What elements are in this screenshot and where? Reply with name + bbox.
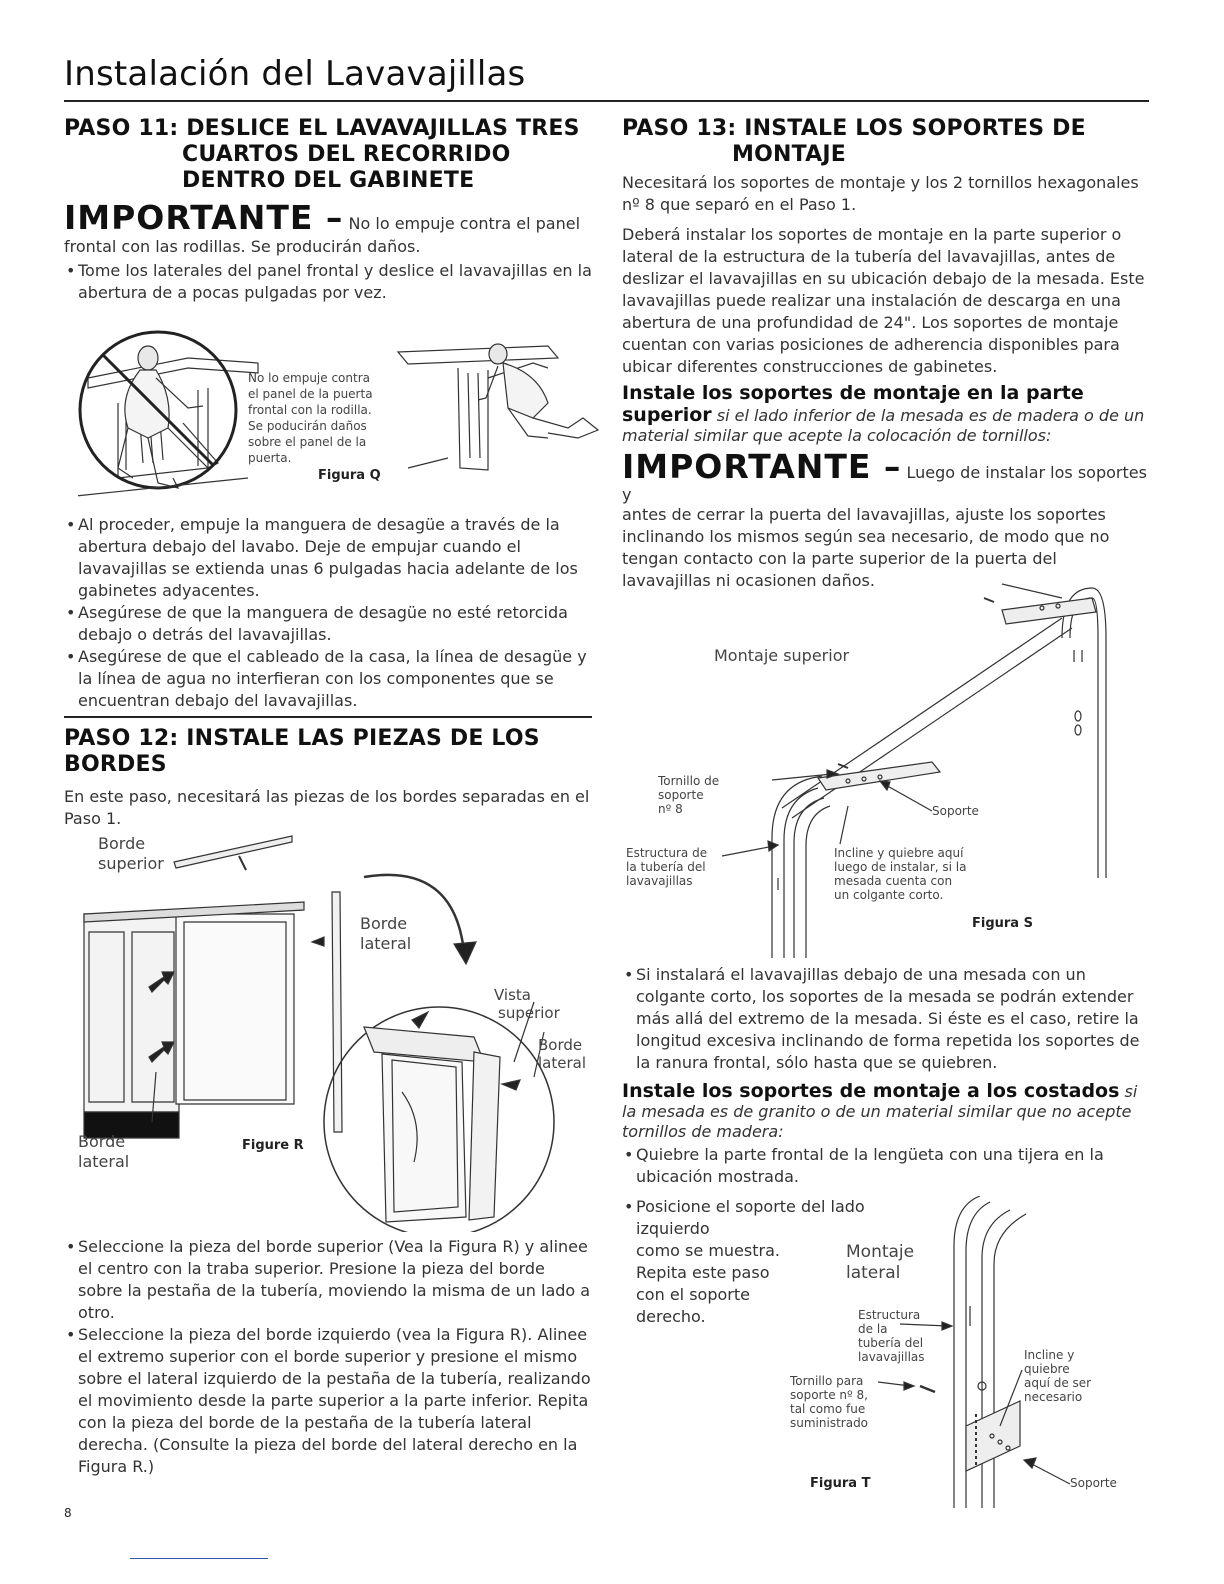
label-line: Tornillo para: [790, 1374, 864, 1388]
step13-important: [622, 449, 1150, 592]
list-item-line: Repita este paso: [636, 1263, 770, 1282]
important-label: IMPORTANTE –: [622, 447, 902, 486]
label-soporte: Soporte: [932, 804, 979, 818]
step13-heading-line1: PASO 13: INSTALE LOS SOPORTES DE: [622, 116, 1086, 141]
label-line: Borde: [538, 1036, 583, 1054]
step12-intro: En este paso, necesitará las piezas de los bordes separadas en el Paso 1.: [64, 787, 590, 828]
label-borde-lateral-bottom: [78, 1132, 129, 1172]
figure-q-note-line: el panel de la puerta: [248, 387, 373, 401]
footer-line: [130, 1558, 268, 1559]
label-line: Tornillo de: [658, 774, 720, 788]
list-item-line: como se muestra.: [636, 1241, 780, 1260]
label-line: de la: [858, 1322, 888, 1336]
label-line: lateral: [78, 1152, 130, 1171]
label-line: soporte: [658, 788, 704, 802]
sub1-note: si el lado inferior de la mesada es de madera o de un material similar que acepte la colocación de tornillos:: [622, 406, 1145, 445]
step12-list: [64, 1236, 592, 1478]
step13-sub2: [622, 1080, 1150, 1142]
label-line: lateral: [360, 934, 412, 953]
sub2-note-b: la mesada es de granito o de un material similar que no acepte tornillos de madera:: [622, 1102, 1132, 1141]
label-line: superior: [98, 854, 164, 873]
label-tornillo-t: [790, 1374, 868, 1430]
list-item: • Seleccione la pieza del borde izquierdo (vea la Figura R). Alinee el extremo superior con el borde superior y presione el mismo sobre el lateral izquierdo de la pestaña de la tubería, realizando el movimiento desde la parte superior a la parte inferior. Repita con la pieza del borde de la pestaña de la tubería lateral derecha. (Consulte la pieza del borde del lateral derecho en la Figura R.): [64, 1324, 592, 1478]
sub2-heading: Instale los soportes de montaje a los costados: [622, 1080, 1120, 1102]
label-tornillo: [658, 774, 719, 816]
figure-t-illustration: [770, 1196, 1154, 1508]
figure-q-note-line: No lo empuje contra: [248, 371, 370, 385]
important-text-cont: antes de cerrar la puerta del lavavajillas, ajuste los soportes inclinando los mismos según sea necesario, de modo que no tengan contacto con la parte superior de la puerta del lavavajillas ni ocasionen daños.: [622, 505, 1110, 590]
list-item: • Asegúrese de que el cableado de la casa, la línea de desagüe y la línea de agua no interfieran con los componentes que se encuentran debajo del lavavajillas.: [64, 646, 592, 712]
list-item: • Tome los laterales del panel frontal y deslice el lavavajillas en la abertura de a pocas pulgadas por vez.: [64, 260, 592, 304]
step11-list: [64, 260, 592, 304]
figure-r-caption: Figure R: [242, 1138, 304, 1153]
step13-para2: Deberá instalar los soportes de montaje en la parte superior o lateral de la estructura de la tubería del lavavajillas, antes de deslizar el lavavajillas en su ubicación debajo de la mesada. Este lavavajillas puede realizar una instalación de descarga en una abertura de una profundidad de 24". Los soportes de montaje cuentan con varias posiciones de adherencia disponibles para ubicar diferentes construcciones de gabinetes.: [622, 225, 1145, 376]
list-item: • Asegúrese de que la manguera de desagüe no esté retorcida debajo o detrás del lavavajillas.: [64, 602, 592, 646]
important-label: IMPORTANTE –: [64, 198, 344, 237]
label-line: lavavajillas: [858, 1350, 925, 1364]
label-line: Borde: [78, 1132, 126, 1151]
label-line: lavavajillas: [626, 874, 693, 888]
label-line: quiebre: [1024, 1362, 1070, 1376]
figure-s: [622, 578, 1152, 958]
list-item: • Si instalará el lavavajillas debajo de una mesada con un colgante corto, los soportes de la mesada se podrán extender más allá del extremo de la mesada. Si éste es el caso, retire la longitud excesiva inclinando de forma repetida los soportes de la ranura frontal, sólo hasta que se quiebren.: [622, 964, 1150, 1074]
label-line: un colgante corto.: [834, 888, 944, 902]
label-line: Montaje: [846, 1242, 915, 1262]
figure-q-note-line: Se poducirán daños: [248, 419, 367, 433]
list-item-text: Posicione el soporte del lado izquierdo: [636, 1197, 865, 1238]
left-column: [64, 116, 592, 304]
label-line: soporte nº 8,: [790, 1388, 868, 1402]
step13-para1: Necesitará los soportes de montaje y los 2 tornillos hexagonales nº 8 que separó en el Paso 1.: [622, 173, 1139, 214]
figure-t-caption: Figura T: [810, 1476, 871, 1491]
sub2-note-a: si: [1119, 1082, 1138, 1101]
label-borde-superior: [98, 834, 164, 874]
list-item: • Al proceder, empuje la manguera de desagüe a través de la abertura debajo del lavabo. Deje de empujar cuando el lavavajillas se extienda unas 6 pulgadas hacia adelante de los gabinetes adyacentes.: [64, 514, 592, 602]
figure-r: [64, 822, 594, 1232]
step13-heading: [622, 116, 1150, 168]
step11-heading: [64, 116, 592, 194]
label-line: luego de instalar, si la: [834, 860, 967, 874]
step12-section: [64, 726, 592, 830]
figure-q-note: [248, 370, 373, 466]
label-line: superior: [498, 1004, 560, 1022]
label-incline-t: [1024, 1348, 1091, 1404]
label-line: Vista: [494, 986, 531, 1004]
right-column: [622, 116, 1150, 592]
label-line: lateral: [538, 1054, 586, 1072]
figure-q: [78, 318, 618, 500]
step13-lower: [622, 964, 1150, 1188]
page-number: 8: [64, 1506, 72, 1520]
label-soporte-t: Soporte: [1070, 1476, 1117, 1490]
list-item: • Quiebre la parte frontal de la lengüeta con una tijera en la ubicación mostrada.: [622, 1144, 1150, 1188]
step11-heading-line3: DENTRO DEL GABINETE: [182, 168, 475, 193]
step11-heading-line1: PASO 11: DESLICE EL LAVAVAJILLAS TRES: [64, 116, 580, 141]
label-montaje-lateral: [846, 1242, 914, 1284]
label-line: necesario: [1024, 1390, 1083, 1404]
figure-q-note-line: sobre el panel de la: [248, 435, 367, 449]
label-line: tubería del: [858, 1336, 924, 1350]
label-line: Estructura: [858, 1308, 921, 1322]
step11-heading-line2: CUARTOS DEL RECORRIDO: [182, 142, 511, 167]
label-line: la tubería del: [626, 860, 706, 874]
step13-heading-line2: MONTAJE: [732, 142, 846, 167]
figure-r-illustration: [64, 822, 594, 1232]
figure-q-note-line: puerta.: [248, 451, 292, 465]
step11-list-2: [64, 514, 592, 712]
label-line: tal como fue: [790, 1402, 866, 1416]
important-text: Luego de instalar los soportes y: [622, 463, 1147, 504]
important-text: No lo empuje contra el panel: [343, 214, 581, 233]
label-line: Borde: [98, 834, 146, 853]
label-estructura: [626, 846, 707, 888]
label-line: aquí de ser: [1024, 1376, 1092, 1390]
sub1-heading: Instale los soportes de montaje en la parte superior: [622, 382, 1084, 426]
label-estructura-t: [858, 1308, 925, 1364]
list-item-line: derecho.: [636, 1307, 706, 1326]
label-line: Estructura de: [626, 846, 708, 860]
step11-important: [64, 200, 592, 258]
label-line: suministrado: [790, 1416, 869, 1430]
step13-sub1: [622, 382, 1150, 445]
label-incline: [834, 846, 967, 902]
list-item-line: con el soporte: [636, 1285, 750, 1304]
list-item: • Seleccione la pieza del borde superior (Vea la Figura R) y alinee el centro con la traba superior. Presione la pieza del borde sobre la pestaña de la tubería, moviendo la misma de un lado a otro.: [64, 1236, 592, 1324]
figure-q-caption: Figura Q: [318, 468, 381, 483]
label-line: Incline y: [1024, 1348, 1075, 1362]
label-line: Incline y quiebre aquí: [834, 846, 964, 860]
step12-heading: PASO 12: INSTALE LAS PIEZAS DE LOS BORDES: [64, 726, 540, 777]
section-divider: [64, 716, 592, 718]
figure-q-note-line: frontal con la rodilla.: [248, 403, 372, 417]
label-line: Borde: [360, 914, 408, 933]
label-line: nº 8: [658, 802, 683, 816]
label-montaje-superior: Montaje superior: [714, 646, 850, 665]
label-borde-lateral-top: [360, 914, 411, 954]
label-line: lateral: [846, 1263, 901, 1283]
label-borde-lateral-right: [538, 1036, 586, 1072]
title-rule: [64, 100, 1149, 102]
label-line: mesada cuenta con: [834, 874, 953, 888]
important-text-cont: frontal con las rodillas. Se producirán daños.: [64, 237, 421, 256]
figure-s-caption: Figura S: [972, 916, 1033, 931]
label-vista-superior: [494, 986, 560, 1022]
figure-t: [770, 1196, 1154, 1508]
page-title: Instalación del Lavavajillas: [64, 54, 526, 94]
